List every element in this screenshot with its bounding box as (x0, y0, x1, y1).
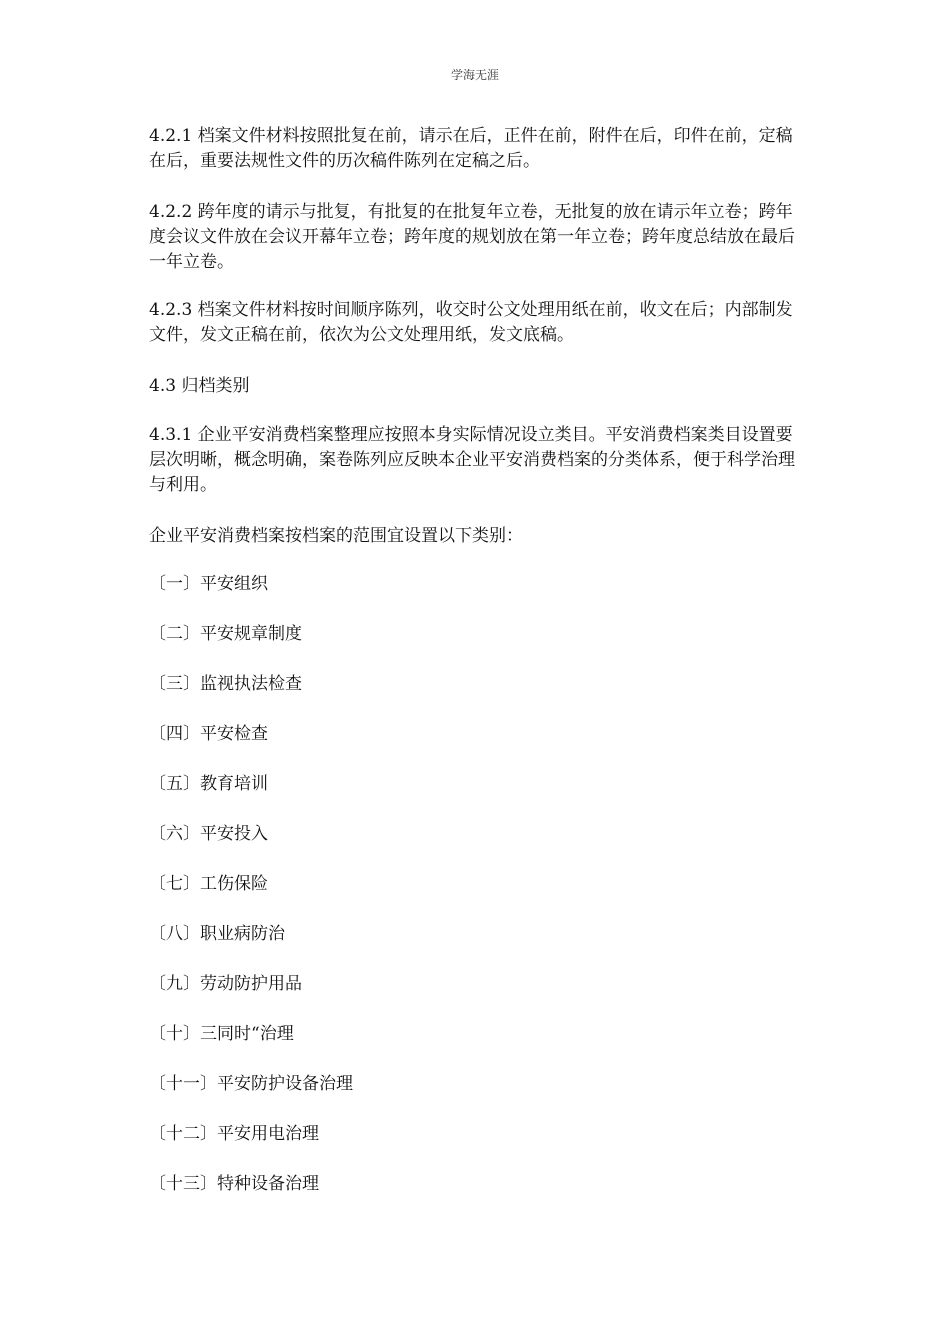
paragraph-4-3-1: 4.3.1 企业平安消费档案整理应按照本身实际情况设立类目。平安消费档案类目设置要层次明晰，概念明确，案卷陈列应反映本企业平安消费档案的分类体系，便于科学治理与利用。 (149, 425, 795, 495)
paragraph-4-2-1: 4.2.1 档案文件材料按照批复在前，请示在后，正件在前，附件在后，印件在前，定稿在后，重要法规性文件的历次稿件陈列在定稿之后。 (149, 126, 793, 171)
list-item: 〔十二〕平安用电治理 (149, 1124, 319, 1144)
list-item: 〔十一〕平安防护设备治理 (149, 1074, 353, 1094)
category-list (149, 572, 353, 1222)
list-item: 〔七〕工伤保险 (149, 874, 268, 894)
list-item: 〔十〕三同时“治理 (149, 1024, 294, 1044)
running-header: 学海无涯 (450, 68, 499, 82)
list-item: 〔十三〕特种设备治理 (149, 1174, 319, 1194)
list-item: 〔四〕平安检查 (149, 724, 268, 744)
list-item: 〔一〕平安组织 (149, 574, 268, 594)
section-heading-4-3: 4.3 归档类别 (149, 376, 250, 396)
list-item: 〔八〕职业病防治 (149, 924, 285, 944)
paragraph-4-2-2: 4.2.2 跨年度的请示与批复，有批复的在批复年立卷，无批复的放在请示年立卷；跨年度会议文件放在会议开幕年立卷；跨年度的规划放在第一年立卷；跨年度总结放在最后一年立卷。 (149, 202, 795, 272)
category-intro: 企业平安消费档案按档案的范围宜设置以下类别： (149, 526, 523, 546)
list-item: 〔五〕教育培训 (149, 774, 268, 794)
list-item: 〔三〕监视执法检查 (149, 674, 302, 694)
list-item: 〔六〕平安投入 (149, 824, 268, 844)
list-item: 〔九〕劳动防护用品 (149, 974, 302, 994)
paragraph-4-2-3: 4.2.3 档案文件材料按时间顺序陈列，收交时公文处理用纸在前，收文在后；内部制发文件，发文正稿在前，依次为公文处理用纸，发文底稿。 (149, 300, 793, 345)
list-item: 〔二〕平安规章制度 (149, 624, 302, 644)
